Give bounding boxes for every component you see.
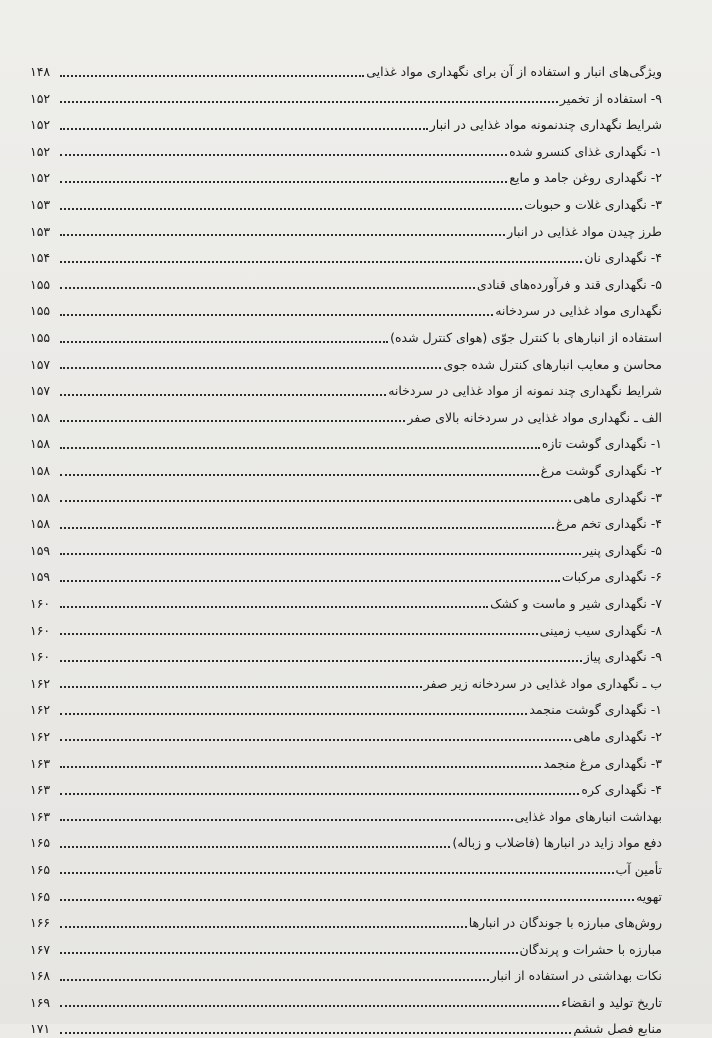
toc-entry-page-number: ۱۵۸ — [30, 409, 51, 425]
toc-entry — [30, 932, 662, 959]
toc-entry-page-number: ۱۶۵ — [30, 888, 51, 904]
toc-entry-title: شرایط نگهداری چند نمونه از مواد غذایی در سردخانه — [388, 383, 662, 399]
toc-entry-title: ۱- نگهداری گوشت منجمد — [529, 702, 662, 718]
toc-entry — [30, 214, 662, 241]
toc-entry-title: محاسن و معایب انبارهای کنترل شده جوی — [443, 356, 662, 372]
toc-entry-title: مبارزه با حشرات و پرندگان — [519, 941, 662, 957]
toc-entry-title: منابع فصل ششم — [573, 1021, 662, 1037]
toc-entry-title: ۹- استفاده از تخمیر — [559, 90, 662, 106]
toc-entry — [30, 54, 662, 81]
dot-leader — [60, 367, 441, 369]
toc-entry — [30, 719, 662, 746]
toc-entry-title: ویژگی‌های انبار و استفاده از آن برای نگهداری مواد غذایی — [366, 64, 662, 80]
toc-entry-title: ۳- نگهداری غلات و حبوبات — [524, 197, 662, 213]
toc-entry-page-number: ۱۵۷ — [30, 383, 51, 399]
toc-entry-page-number: ۱۵۹ — [30, 542, 51, 558]
toc-entry — [30, 799, 662, 826]
dot-leader — [60, 952, 518, 954]
toc-entry-title: تأمین آب — [615, 861, 662, 877]
toc-entry-page-number: ۱۶۳ — [30, 808, 51, 824]
toc-entry — [30, 639, 662, 666]
toc-entry — [30, 400, 662, 427]
toc-entry-title: ۴- نگهداری نان — [584, 250, 662, 266]
dot-leader — [60, 580, 560, 582]
toc-entry — [30, 745, 662, 772]
toc-entry-page-number: ۱۵۵ — [30, 330, 51, 346]
toc-entry-title: ۳- نگهداری ماهی — [573, 489, 662, 505]
toc-entry — [30, 134, 662, 161]
dot-leader — [60, 261, 582, 263]
toc-entry-page-number: ۱۵۵ — [30, 303, 51, 319]
toc-entry — [30, 666, 662, 693]
toc-entry-page-number: ۱۶۹ — [30, 994, 51, 1010]
toc-entry — [30, 772, 662, 799]
toc-entry-page-number: ۱۶۳ — [30, 782, 51, 798]
toc-entry — [30, 506, 662, 533]
toc-entry-title: ۱- نگهداری گوشت تازه — [541, 436, 662, 452]
toc-entry-page-number: ۱۵۸ — [30, 516, 51, 532]
toc-entry-title: ۱- نگهداری غذای کنسرو شده — [509, 143, 662, 159]
toc-entry — [30, 559, 662, 586]
toc-entry-title: ۴- نگهداری تخم مرغ — [555, 516, 662, 532]
dot-leader — [60, 686, 422, 688]
toc-entry — [30, 586, 662, 613]
dot-leader — [60, 1005, 559, 1007]
toc-entry-page-number: ۱۶۵ — [30, 861, 51, 877]
toc-entry-page-number: ۱۶۲ — [30, 675, 51, 691]
toc-entry-page-number: ۱۵۲ — [30, 90, 51, 106]
dot-leader — [60, 181, 507, 183]
toc-entry — [30, 905, 662, 932]
toc-entry-title: ۵- نگهداری قند و فرآورده‌های قنادی — [476, 276, 662, 292]
dot-leader — [60, 341, 388, 343]
toc-entry-page-number: ۱۵۵ — [30, 276, 51, 292]
toc-entry-page-number: ۱۵۳ — [30, 197, 51, 213]
dot-leader — [60, 846, 450, 848]
dot-leader — [60, 553, 581, 555]
toc-entry — [30, 958, 662, 985]
toc-entry-title: ۹- نگهداری پیاز — [583, 649, 662, 665]
dot-leader — [60, 899, 634, 901]
toc-entry-title: ۵- نگهداری پنیر — [582, 542, 662, 558]
dot-leader — [60, 287, 475, 289]
toc-entry-page-number: ۱۶۵ — [30, 835, 51, 851]
toc-entry-page-number: ۱۶۲ — [30, 728, 51, 744]
toc-entry — [30, 852, 662, 879]
dot-leader — [60, 447, 540, 449]
toc-entry-page-number: ۱۵۲ — [30, 170, 51, 186]
dot-leader — [60, 420, 405, 422]
toc-entry-page-number: ۱۵۸ — [30, 436, 51, 452]
dot-leader — [60, 660, 582, 662]
toc-entry — [30, 612, 662, 639]
dot-leader — [60, 872, 614, 874]
dot-leader — [60, 1032, 571, 1034]
toc-entry-page-number: ۱۶۷ — [30, 941, 51, 957]
toc-entry-page-number: ۱۵۲ — [30, 117, 51, 133]
toc-entry-page-number: ۱۶۲ — [30, 702, 51, 718]
toc-entry — [30, 825, 662, 852]
dot-leader — [60, 154, 507, 156]
toc-entry-title: الف ـ نگهداری مواد غذایی در سردخانه بالای صفر — [407, 409, 662, 425]
toc-entry-title: تاریخ تولید و انقضاء — [561, 994, 662, 1010]
dot-leader — [60, 75, 364, 77]
dot-leader — [60, 606, 488, 608]
dot-leader — [60, 394, 386, 396]
dot-leader — [60, 633, 538, 635]
dot-leader — [60, 819, 513, 821]
toc-entry — [30, 1011, 662, 1038]
dot-leader — [60, 128, 428, 130]
dot-leader — [60, 713, 527, 715]
toc-entry-title: نکات بهداشتی در استفاده از انبار — [490, 968, 662, 984]
toc-entry-title: ۸- نگهداری سیب زمینی — [539, 622, 662, 638]
toc-entry-title: ۳- نگهداری مرغ منجمد — [543, 755, 662, 771]
toc-entry-title: نگهداری مواد غذایی در سردخانه — [495, 303, 662, 319]
toc-entry-page-number: ۱۵۹ — [30, 569, 51, 585]
toc-entry-page-number: ۱۵۴ — [30, 250, 51, 266]
toc-entry-title: ۷- نگهداری شیر و ماست و کشک — [490, 595, 662, 611]
toc-entry — [30, 320, 662, 347]
toc-entry — [30, 107, 662, 134]
dot-leader — [60, 793, 579, 795]
toc-entry — [30, 985, 662, 1012]
dot-leader — [60, 766, 541, 768]
toc-entry-title: شرایط نگهداری چندنمونه مواد غذایی در انبار — [429, 117, 662, 133]
toc-entry-title: تهویه — [636, 888, 662, 904]
toc-entry-title: ۴- نگهداری کره — [581, 782, 662, 798]
toc-entry-title: ب ـ نگهداری مواد غذایی در سردخانه زیر صفر — [423, 675, 662, 691]
toc-entry — [30, 267, 662, 294]
dot-leader — [60, 527, 554, 529]
toc-entry-title: ۲- نگهداری روغن جامد و مایع — [509, 170, 662, 186]
toc-entry-page-number: ۱۴۸ — [30, 64, 51, 80]
toc-entry — [30, 293, 662, 320]
toc-entry-page-number: ۱۵۳ — [30, 223, 51, 239]
toc-entry-page-number: ۱۶۰ — [30, 649, 51, 665]
toc-entry — [30, 453, 662, 480]
toc-entry-title: طرز چیدن مواد غذایی در انبار — [507, 223, 662, 239]
toc-entry-page-number: ۱۶۸ — [30, 968, 51, 984]
dot-leader — [60, 474, 539, 476]
toc-entry — [30, 533, 662, 560]
toc-entry — [30, 373, 662, 400]
dot-leader — [60, 208, 522, 210]
dot-leader — [60, 926, 467, 928]
toc-entry-title: روش‌های مبارزه با جوندگان در انبارها — [468, 915, 662, 931]
toc-entry-title: دفع مواد زاید در انبارها (فاضلاب و زباله) — [452, 835, 662, 851]
toc-entry-page-number: ۱۵۸ — [30, 463, 51, 478]
table-of-contents — [30, 54, 662, 1038]
toc-entry-title: بهداشت انبارهای مواد غذایی — [514, 808, 662, 824]
toc-entry — [30, 187, 662, 214]
dot-leader — [60, 979, 489, 981]
toc-entry — [30, 347, 662, 374]
toc-entry-page-number: ۱۷۱ — [30, 1021, 51, 1037]
dot-leader — [60, 739, 571, 741]
toc-entry — [30, 426, 662, 453]
toc-entry-page-number: ۱۶۰ — [30, 595, 51, 611]
toc-entry-title: استفاده از انبارهای با کنترل جوّی (هوای کنترل شده) — [390, 330, 662, 346]
toc-entry-page-number: ۱۶۳ — [30, 755, 51, 771]
toc-entry — [30, 240, 662, 267]
toc-entry-page-number: ۱۵۸ — [30, 489, 51, 505]
toc-entry — [30, 480, 662, 507]
toc-entry — [30, 160, 662, 187]
dot-leader — [60, 500, 571, 502]
toc-entry-title: ۲- نگهداری ماهی — [573, 728, 662, 744]
dot-leader — [60, 101, 558, 103]
dot-leader — [60, 314, 493, 316]
toc-entry-title: ۲- نگهداری گوشت مرغ — [540, 463, 662, 478]
toc-entry — [30, 81, 662, 108]
toc-entry-page-number: ۱۵۲ — [30, 143, 51, 159]
toc-entry-page-number: ۱۵۷ — [30, 356, 51, 372]
toc-entry-page-number: ۱۶۰ — [30, 622, 51, 638]
toc-entry-page-number: ۱۶۶ — [30, 915, 51, 931]
toc-entry — [30, 692, 662, 719]
toc-entry-title: ۶- نگهداری مرکبات — [561, 569, 662, 585]
dot-leader — [60, 234, 505, 236]
toc-entry — [30, 878, 662, 905]
